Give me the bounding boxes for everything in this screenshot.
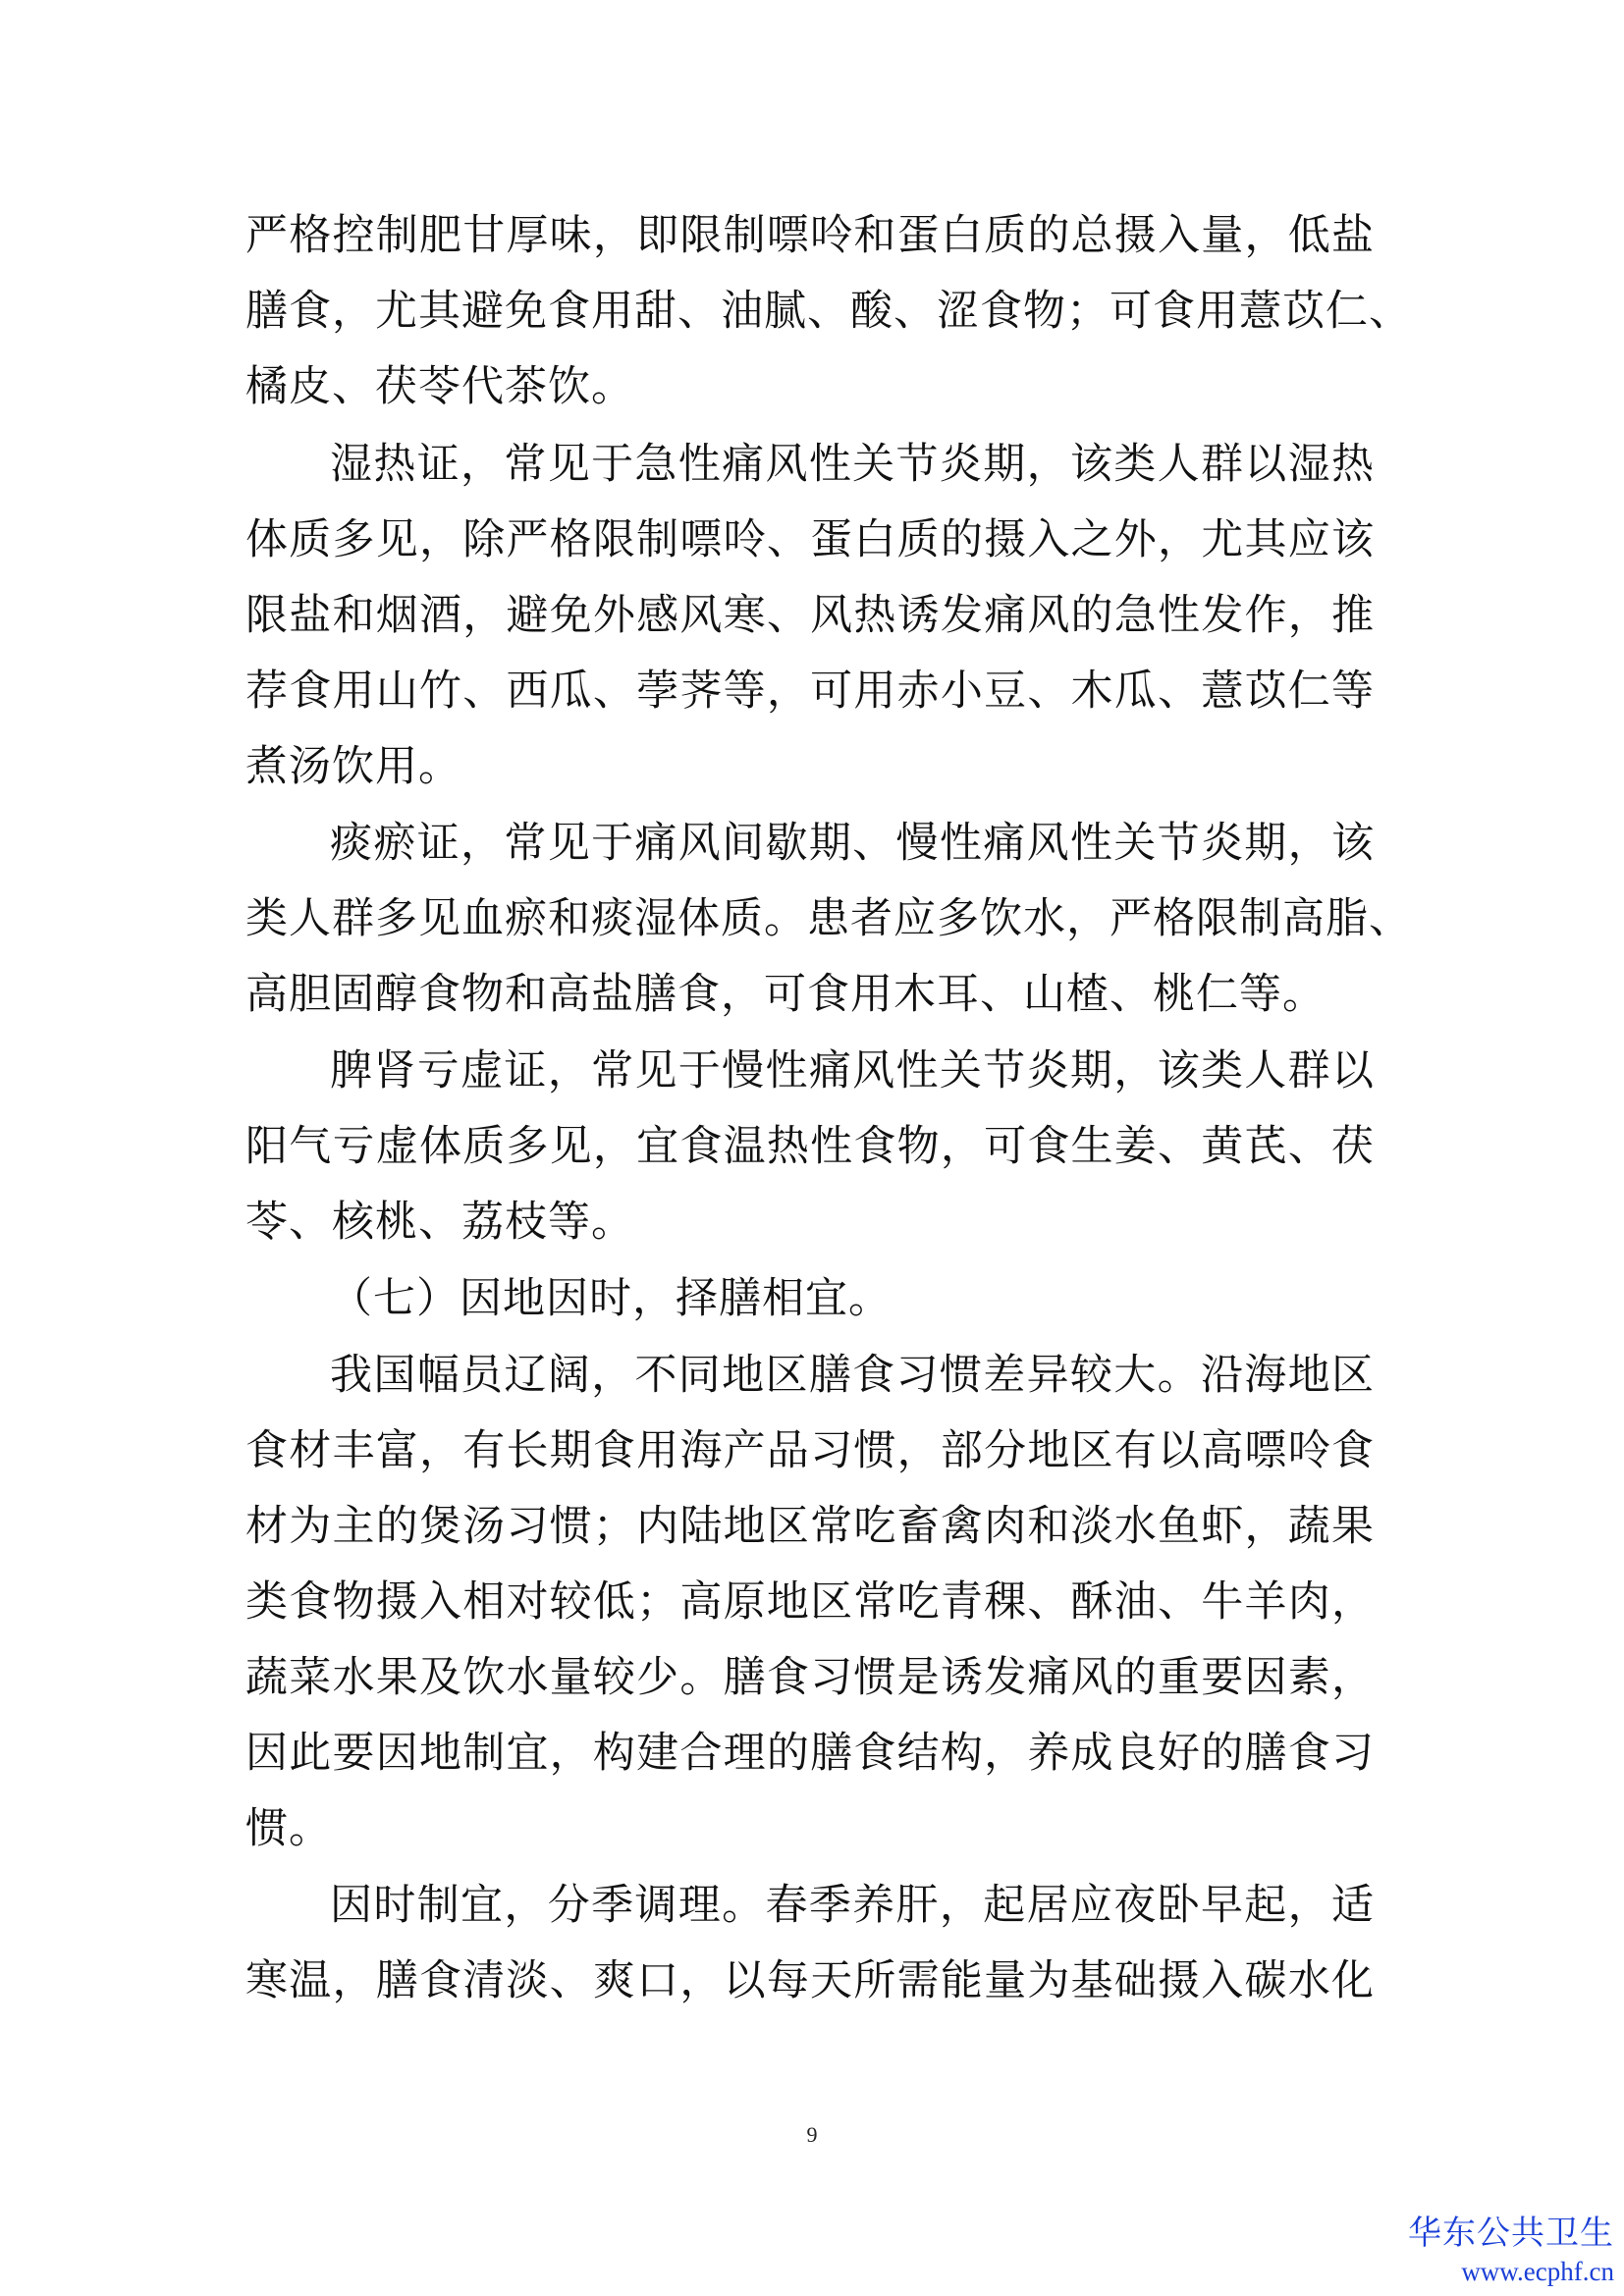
text-line: 因此要因地制宜，构建合理的膳食结构，养成良好的膳食习 <box>245 1729 1375 1778</box>
text-line: 我国幅员辽阔，不同地区膳食习惯差异较大。沿海地区 <box>330 1351 1375 1400</box>
text-line: 荐食用山竹、西瓜、荸荠等，可用赤小豆、木瓜、薏苡仁等 <box>245 667 1375 716</box>
text-line: 限盐和烟酒，避免外感风寒、风热诱发痛风的急性发作，推 <box>245 591 1375 640</box>
page-number: 9 <box>806 2122 818 2147</box>
text-line: 蔬菜水果及饮水量较少。膳食习惯是诱发痛风的重要因素， <box>245 1653 1375 1702</box>
text-line: 严格控制肥甘厚味，即限制嘌呤和蛋白质的总摄入量，低盐 <box>245 211 1375 260</box>
text-line: 体质多见，除严格限制嘌呤、蛋白质的摄入之外，尤其应该 <box>245 515 1375 564</box>
text-line: 痰瘀证，常见于痛风间歇期、慢性痛风性关节炎期，该 <box>330 819 1375 868</box>
watermark <box>1408 2212 1614 2288</box>
text-line: 煮汤饮用。 <box>245 742 461 791</box>
text-line: 寒温，膳食清淡、爽口，以每天所需能量为基础摄入碳水化 <box>245 1956 1375 2005</box>
text-line: 材为主的煲汤习惯；内陆地区常吃畜禽肉和淡水鱼虾，蔬果 <box>245 1502 1375 1551</box>
text-line: 膳食，尤其避免食用甜、油腻、酸、涩食物；可食用薏苡仁、 <box>245 287 1412 336</box>
section-heading: （七）因地因时，择膳相宜。 <box>330 1274 892 1323</box>
text-line: 苓、核桃、荔枝等。 <box>245 1198 634 1247</box>
text-line: 高胆固醇食物和高盐膳食，可食用木耳、山楂、桃仁等。 <box>245 970 1326 1019</box>
text-line: 脾肾亏虚证，常见于慢性痛风性关节炎期，该类人群以 <box>330 1046 1375 1095</box>
text-line: 湿热证，常见于急性痛风性关节炎期，该类人群以湿热 <box>330 440 1375 489</box>
text-line: 食材丰富，有长期食用海产品习惯，部分地区有以高嘌呤食 <box>245 1426 1375 1475</box>
watermark-name: 华东公共卫生 <box>1408 2215 1614 2252</box>
text-line: 惯。 <box>245 1804 332 1853</box>
watermark-url: www.ecphf.cn <box>1461 2257 1614 2286</box>
text-line: 因时制宜，分季调理。春季养肝，起居应夜卧早起，适 <box>330 1881 1375 1930</box>
text-line: 阳气亏虚体质多见，宜食温热性食物，可食生姜、黄芪、茯 <box>245 1122 1375 1171</box>
text-line: 橘皮、茯苓代茶饮。 <box>245 362 634 411</box>
text-line: 类人群多见血瘀和痰湿体质。患者应多饮水，严格限制高脂、 <box>245 894 1412 943</box>
text-line: 类食物摄入相对较低；高原地区常吃青稞、酥油、牛羊肉， <box>245 1577 1375 1627</box>
